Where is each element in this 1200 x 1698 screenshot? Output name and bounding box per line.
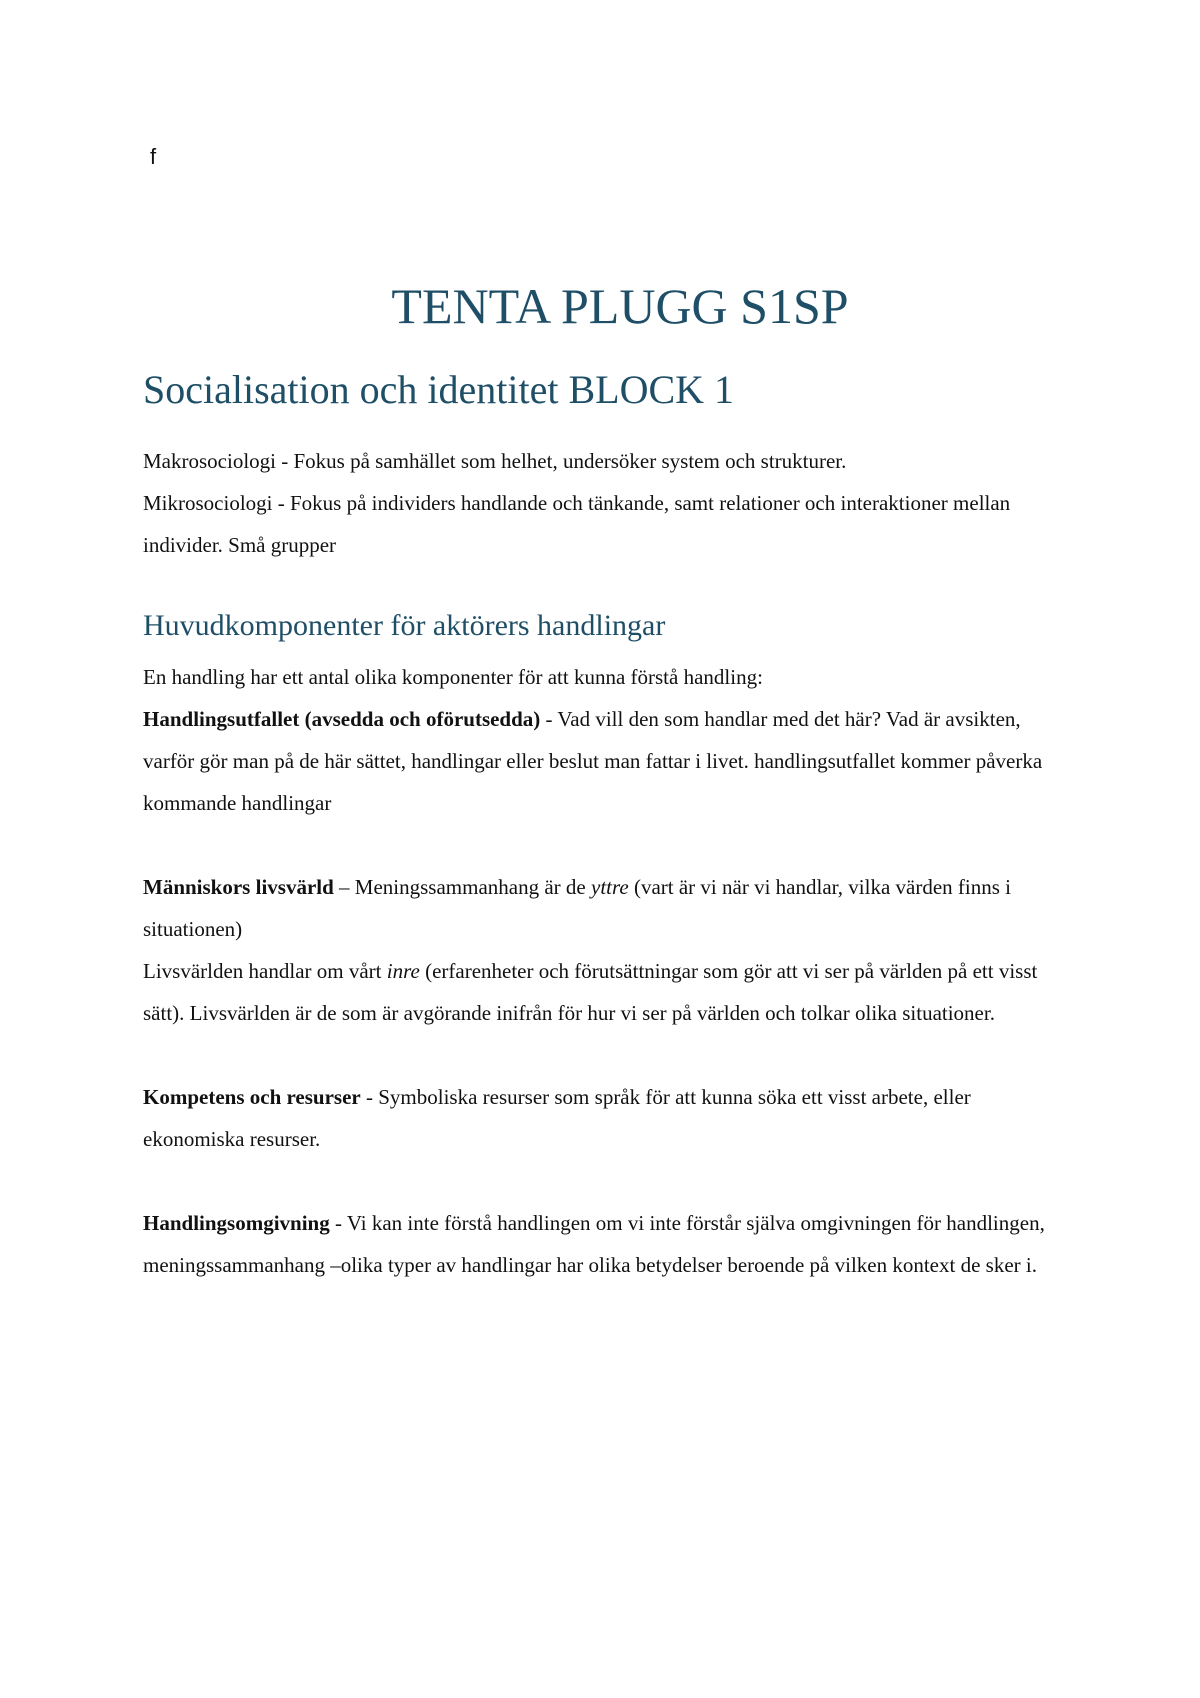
section-intro-paragraph: En handling har ett antal olika komponenter för att kunna förstå handling: [143, 665, 763, 689]
kompetens-term: Kompetens och resurser [143, 1085, 361, 1109]
livsvarld-term: Människors livsvärld [143, 875, 334, 899]
livsvarld-emphasis: yttre [591, 875, 629, 899]
header-mark: f [150, 144, 157, 169]
handlingsutfallet-term: Handlingsutfallet (avsedda och oförutsedda) [143, 707, 541, 731]
livsvarld-text-before: – Meningssammanhang är de [333, 875, 591, 899]
livsvarld-paragraph [143, 866, 1063, 950]
block-heading: Socialisation och identitet BLOCK 1 [143, 367, 735, 412]
makrosociologi-paragraph: Makrosociologi - Fokus på samhället som helhet, undersöker system och strukturer. [143, 449, 847, 473]
mikrosociologi-paragraph: Mikrosociologi - Fokus på individers handlande och tänkande, samt relationer och interaktioner mellan individer. Små grupper [143, 491, 1011, 557]
livsvarlden-paragraph [143, 950, 1063, 1034]
handlingsutfallet-paragraph [143, 698, 1063, 824]
livsvarlden-text-after: (erfarenheter och förutsättningar som gör att vi ser på världen på ett visst sätt). Livsvärlden är de som är avgörande inifrån för hur vi ser på världen och tolkar olika situationer. [143, 959, 1038, 1025]
handlingsutfallet-text: - Vad vill den som handlar med det här? Vad är avsikten, varför gör man på de här sättet, handlingar eller beslut man fattar i livet. handlingsutfallet kommer påverka kommande handlingar [143, 707, 1043, 815]
livsvarlden-text-before: Livsvärlden handlar om vårt [143, 959, 387, 983]
handlingsomgivning-term: Handlingsomgivning [143, 1211, 330, 1235]
kompetens-text: - Symboliska resurser som språk för att kunna söka ett visst arbete, eller ekonomiska resurser. [143, 1085, 971, 1151]
kompetens-paragraph [143, 1076, 1063, 1160]
document-body [143, 362, 1063, 1286]
handlingsomgivning-paragraph [143, 1202, 1063, 1286]
livsvarld-text-after: (vart är vi när vi handlar, vilka värden finns i situationen) [143, 875, 1011, 941]
handlingsomgivning-text: - Vi kan inte förstå handlingen om vi inte förstår själva omgivningen för handlingen, meningssammanhang –olika typer av handlingar har olika betydelser beroende på vilken kontext de sker i. [143, 1211, 1045, 1277]
document-title: TENTA PLUGG S1SP [391, 278, 849, 334]
livsvarlden-emphasis: inre [386, 959, 420, 983]
section-heading: Huvudkomponenter för aktörers handlingar [143, 609, 666, 642]
